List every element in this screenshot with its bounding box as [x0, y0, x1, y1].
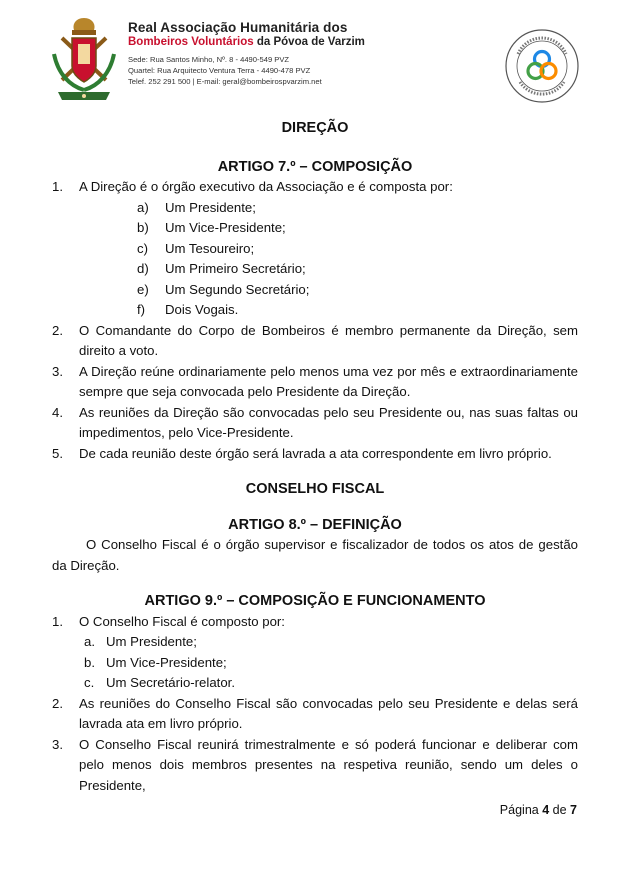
- sub-list-item: f) Dois Vogais.: [137, 302, 239, 317]
- page-number: Página 4 de 7: [499, 803, 577, 817]
- sub-list-item: a) Um Presidente;: [137, 199, 256, 215]
- letterhead: [50, 14, 580, 106]
- section-title-direcao: DIREÇÃO: [281, 120, 349, 136]
- list-item: 4. As reuniões da Direção são convocadas pelo seu Presidente ou, nas suas faltas ou impedimentos, pelo Vice-Presidente.: [52, 404, 578, 440]
- total-pages: 7: [570, 803, 577, 817]
- article-9-list: [52, 612, 578, 797]
- organization-subtitle-rest: da Póvoa de Varzim: [253, 36, 365, 48]
- organization-subtitle-red: Bombeiros Voluntários: [128, 36, 254, 48]
- fire-brigade-crest-icon: [50, 14, 118, 106]
- list-item: 1. A Direção é o órgão executivo da Associação e é composta por:: [52, 179, 453, 194]
- quartel-address: Quartel: Rua Arquitecto Ventura Terra - 4490-478 PVZ: [128, 66, 311, 75]
- article-7-list: [52, 177, 578, 464]
- sub-list-item: c. Um Secretário-relator.: [84, 675, 235, 690]
- organization-name: Real Associação Humanitária dos: [128, 20, 348, 35]
- sub-list-item: b) Um Vice-Presidente;: [137, 220, 286, 235]
- section-title-conselho-fiscal: CONSELHO FISCAL: [245, 481, 385, 497]
- list-item: 2. As reuniões do Conselho Fiscal são convocadas pelo seu Presidente e delas será lavrada ata em livro próprio.: [52, 695, 578, 731]
- organization-subtitle: [128, 36, 365, 48]
- list-item: 5. De cada reunião deste órgão será lavrada a ata correspondente em livro próprio.: [52, 445, 552, 461]
- sub-list-item: a. Um Presidente;: [84, 634, 197, 649]
- sub-list-item: d) Um Primeiro Secretário;: [137, 261, 306, 276]
- article-8-definition: O Conselho Fiscal é o órgão supervisor e fiscalizador de todos os atos de gestão da Direção.: [52, 537, 578, 573]
- list-item: 3. O Conselho Fiscal reunirá trimestralmente e só poderá funcionar e deliberar com pelo menos dois membros presentes na respetiva reunião, sendo um deles o Presidente,: [52, 736, 578, 793]
- current-page: 4: [542, 803, 550, 817]
- civil-protection-seal-icon: [504, 28, 580, 104]
- article-8-title: ARTIGO 8.º – DEFINIÇÃO: [228, 516, 402, 533]
- list-item: 2. O Comandante do Corpo de Bombeiros é membro permanente da Direção, sem direito a voto.: [52, 322, 578, 358]
- list-item: 1. O Conselho Fiscal é composto por:: [52, 613, 285, 629]
- sub-list-item: b. Um Vice-Presidente;: [84, 654, 227, 670]
- contact-line: Telef. 252 291 500 | E-mail: geral@bombeirospvarzim.net: [128, 77, 322, 86]
- sub-list-item: c) Um Tesoureiro;: [137, 240, 255, 256]
- sede-address: Sede: Rua Santos Minho, Nº. 8 - 4490-549 PVZ: [128, 55, 290, 64]
- sub-list-item: e) Um Segundo Secretário;: [137, 281, 310, 297]
- article-7-title: ARTIGO 7.º – COMPOSIÇÃO: [217, 158, 413, 175]
- article-9-title: ARTIGO 9.º – COMPOSIÇÃO E FUNCIONAMENTO: [144, 593, 486, 609]
- document-body: [52, 118, 578, 796]
- list-item: 3. A Direção reúne ordinariamente pelo menos uma vez por mês e extraordinariamente sempre que seja convocada pelo Presidente da Direção.: [52, 363, 578, 399]
